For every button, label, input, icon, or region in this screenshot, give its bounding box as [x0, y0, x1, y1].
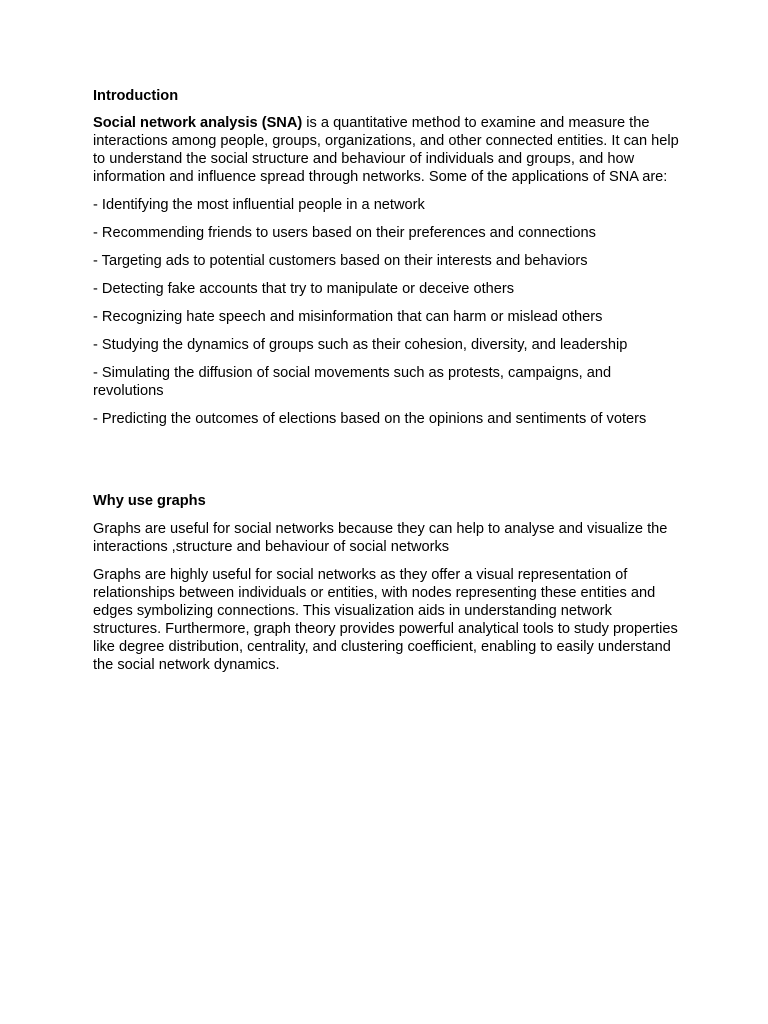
list-item: - Studying the dynamics of groups such as their cohesion, diversity, and leadership: [93, 337, 628, 353]
list-item: - Recognizing hate speech and misinformation that can harm or mislead others: [93, 309, 603, 325]
list-item: - Predicting the outcomes of elections based on the opinions and sentiments of voters: [93, 411, 647, 427]
why-graphs-paragraph: Graphs are useful for social networks because they can help to analyse and visualize the interactions ,structure and behaviour of social networks: [93, 521, 668, 555]
sna-applications-list: [93, 196, 683, 428]
document-page: [93, 87, 683, 684]
introduction-paragraph-text: is a quantitative method to examine and measure the interactions among people, groups, organizations, and other connected entities. It can help to understand the social structure and behaviour of individuals and groups, and how information and influence spread through networks. Some of the applications of SNA are:: [93, 115, 679, 185]
section-spacer: [93, 438, 683, 492]
list-item: - Targeting ads to potential customers based on their interests and behaviors: [93, 253, 588, 269]
introduction-heading: Introduction: [93, 88, 179, 104]
why-graphs-heading: Why use graphs: [93, 493, 206, 509]
list-item: - Identifying the most influential people in a network: [93, 197, 425, 213]
list-item: - Simulating the diffusion of social movements such as protests, campaigns, and revolutions: [93, 365, 612, 399]
list-item: - Recommending friends to users based on their preferences and connections: [93, 225, 596, 241]
introduction-paragraph: [93, 114, 683, 186]
sna-term: Social network analysis (SNA): [93, 115, 303, 131]
list-item: - Detecting fake accounts that try to manipulate or deceive others: [93, 281, 515, 297]
why-graphs-paragraph: Graphs are highly useful for social networks as they offer a visual representation of relationships between individuals or entities, with nodes representing these entities and edges symbolizing connections. This visualization aids in understanding network structures. Furthermore, graph theory provides powerful analytical tools to study properties like degree distribution, centrality, and clustering coefficient, enabling to easily understand the social network dynamics.: [93, 567, 678, 673]
